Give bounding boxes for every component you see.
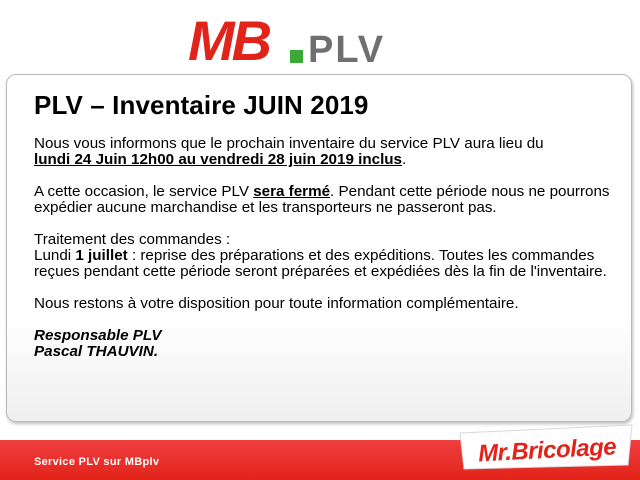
closure-end: . Pendant cette période nous ne pourrons expédier aucune marchandise et les transporteurs ne passeront pas. — [34, 183, 610, 216]
signature-name: Pascal THAUVIN. — [34, 343, 159, 360]
paragraph-orders — [34, 232, 614, 280]
closure-start: A cette occasion, le service PLV — [34, 183, 254, 200]
inventory-dates: lundi 24 Juin 12h00 au vendredi 28 juin 2019 inclus — [34, 151, 403, 168]
partner-logo-text: Mr.Bricolage — [477, 433, 617, 468]
orders-day: Lundi — [34, 247, 76, 264]
orders-text: : reprise des préparations et des expéditions. Toutes les commandes reçues pendant cette période seront préparées et expédiées dès la fin de l'inventaire. — [34, 247, 607, 280]
intro-end: . — [402, 151, 407, 168]
closure-emphasis: sera fermé — [253, 183, 331, 200]
mr-bricolage-logo — [456, 421, 640, 471]
intro-text: Nous vous informons que le prochain inventaire du service PLV aura lieu du — [34, 135, 544, 152]
logo-plv-text: PLV — [308, 29, 386, 66]
orders-date: 1 juillet — [75, 247, 128, 264]
footer-text: Service PLV sur MBplv — [34, 456, 160, 468]
orders-heading: Traitement des commandes : — [34, 231, 231, 248]
paragraph-contact: Nous restons à votre disposition pour toute information complémentaire. — [34, 295, 519, 312]
page-title: PLV – Inventaire JUIN 2019 — [34, 90, 369, 120]
signature-role: Responsable PLV — [34, 327, 162, 344]
mb-plv-logo — [0, 0, 640, 72]
paragraph-intro — [34, 136, 614, 168]
announcement-body — [34, 136, 614, 360]
paragraph-closure — [34, 184, 614, 216]
logo-mb-text: MB — [188, 14, 270, 66]
logo-dot — [290, 50, 303, 63]
